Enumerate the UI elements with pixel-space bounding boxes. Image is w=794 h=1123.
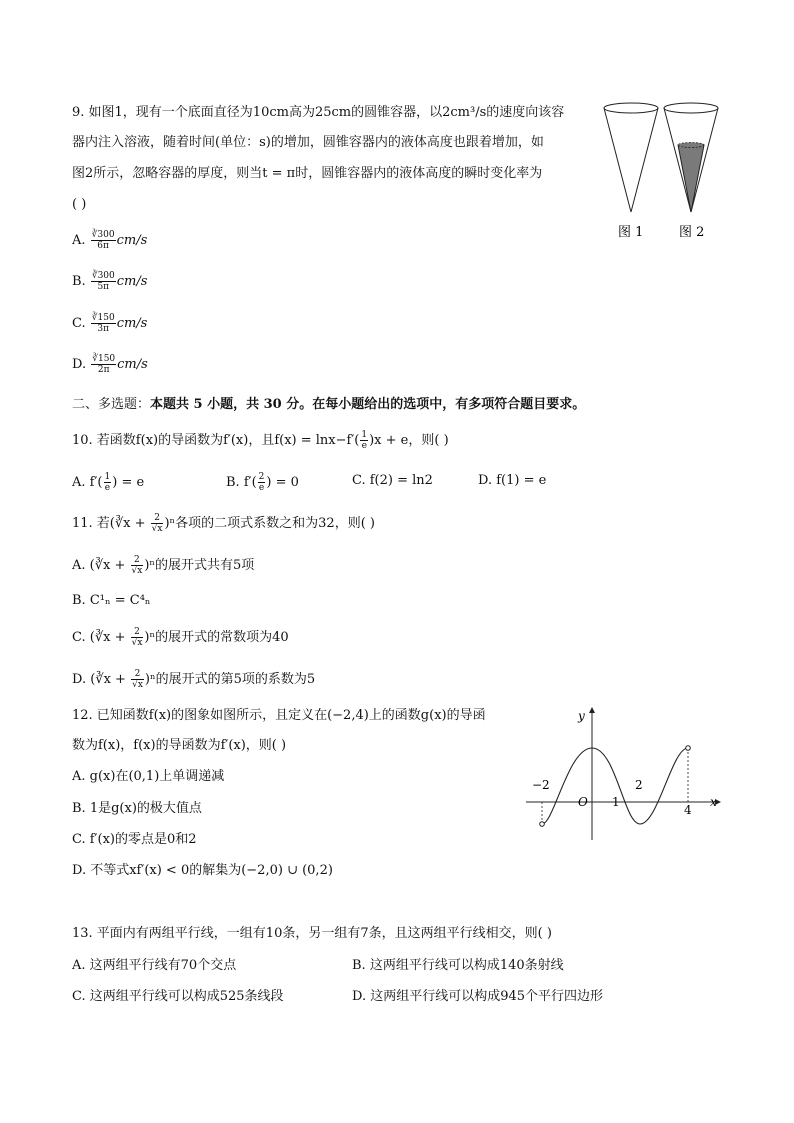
y-label: y [578, 709, 585, 723]
option-letter: B. [72, 274, 86, 289]
q13-option-a[interactable]: A. 这两组平行线有70个交点 [72, 958, 237, 973]
fig2-label: 图 2 [679, 225, 705, 240]
cone-figure-1 [604, 103, 658, 212]
q12-option-b[interactable]: B. 1是g(x)的极大值点 [72, 801, 202, 816]
q11-stem: 11. 若(∛x + $\frac{2}{√x}$ )ⁿ各项的二项式系数之和为32，则( ) [72, 513, 375, 534]
fraction: $\frac{∛150}{2\pi}$ [92, 354, 116, 375]
q11-option-b[interactable]: B. C¹ₙ = C⁴ₙ [72, 593, 151, 608]
q12-stem-line1: 12. 已知函数f(x)的图象如图所示，且定义在(−2,4)上的函数g(x)的导函 [72, 708, 486, 723]
q13-option-b[interactable]: B. 这两组平行线可以构成140条射线 [352, 958, 564, 973]
option-letter: A. [72, 233, 86, 248]
q12-option-d[interactable]: D. 不等式xf′(x) < 0的解集为(−2,0) ∪ (0,2) [72, 863, 333, 878]
section-2-description: 本题共 5 小题，共 30 分。在每小题给出的选项中，有多项符合题目要求。 [150, 397, 586, 412]
q9-stem-line1: 9. 如图1，现有一个底面直径为10cm高为25cm的圆锥容器，以2cm³/s的速度向该容 [72, 105, 565, 120]
tick-4: 4 [684, 803, 692, 817]
q10-option-b[interactable]: B. f′( $\frac{2}{e}$ ) = 0 [226, 472, 299, 493]
q13-option-d[interactable]: D. 这两组平行线可以构成945个平行四边形 [352, 989, 604, 1004]
q10-stem: 10. 若函数f(x)的导函数为f′(x)，且f(x) = lnx−f′( $\frac{1}{e}$ )x + e，则( ) [72, 430, 449, 451]
fraction: $\frac{∛300}{6\pi}$ [91, 230, 115, 251]
unit: cm/s [116, 274, 148, 289]
q12-option-a[interactable]: A. g(x)在(0,1)上单调递减 [72, 769, 225, 784]
q13-stem: 13. 平面内有两组平行线，一组有10条，另一组有7条，且这两组平行线相交，则( ) [72, 926, 552, 941]
section-2-title: 二、多选题： [72, 397, 151, 412]
origin-label: O [578, 795, 588, 809]
q10-option-d[interactable]: D. f(1) = e [478, 473, 547, 488]
tick-2: 2 [635, 778, 643, 792]
cone-figure-2 [664, 103, 718, 212]
q9-stem-line2: 器内注入溶液，随着时间(单位：s)的增加，圆锥容器内的液体高度也跟着增加，如 [72, 135, 544, 150]
q9-option-d[interactable] [72, 354, 148, 375]
option-letter: C. [72, 316, 86, 331]
q10-option-a[interactable]: A. f′( $\frac{1}{e}$ ) = e [72, 472, 145, 493]
fraction: $\frac{∛300}{5\pi}$ [91, 271, 115, 292]
q12-function-graph [520, 700, 730, 845]
unit: cm/s [116, 233, 148, 248]
q11-option-a[interactable]: A. (∛x + $\frac{2}{√x}$ )ⁿ的展开式共有5项 [72, 555, 255, 576]
x-label: x [710, 795, 717, 809]
tick-neg2: −2 [532, 778, 550, 792]
q12-option-c[interactable]: C. f′(x)的零点是0和2 [72, 832, 197, 847]
q9-option-c[interactable] [72, 313, 147, 334]
q9-stem-line4: ( ) [72, 197, 87, 212]
unit: cm/s [117, 357, 148, 372]
open-endpoint-left [540, 822, 545, 827]
option-letter: D. [72, 357, 87, 372]
q12-stem-line2: 数为f(x)，f(x)的导函数为f′(x)，则( ) [72, 738, 287, 753]
tick-1: 1 [612, 795, 620, 809]
q11-option-d[interactable]: D. (∛x + $\frac{2}{√x}$ )ⁿ的展开式的第5项的系数为5 [72, 669, 316, 690]
q13-option-c[interactable]: C. 这两组平行线可以构成525条线段 [72, 989, 284, 1004]
q10-option-c[interactable]: C. f(2) = ln2 [352, 473, 433, 488]
cone-figures [596, 100, 726, 245]
q11-option-c[interactable]: C. (∛x + $\frac{2}{√x}$ )ⁿ的展开式的常数项为40 [72, 627, 289, 648]
q9-option-b[interactable] [72, 271, 147, 292]
q9-option-a[interactable] [72, 230, 147, 251]
fraction: $\frac{∛150}{3\pi}$ [91, 313, 115, 334]
section-2-header [72, 396, 585, 414]
open-endpoint-right [686, 746, 691, 751]
fig1-label: 图 1 [618, 225, 644, 240]
unit: cm/s [116, 316, 148, 331]
q9-stem-line3: 图2所示，忽略容器的厚度，则当t = π时，圆锥容器内的液体高度的瞬时变化率为 [72, 166, 543, 181]
function-curve [542, 748, 688, 824]
